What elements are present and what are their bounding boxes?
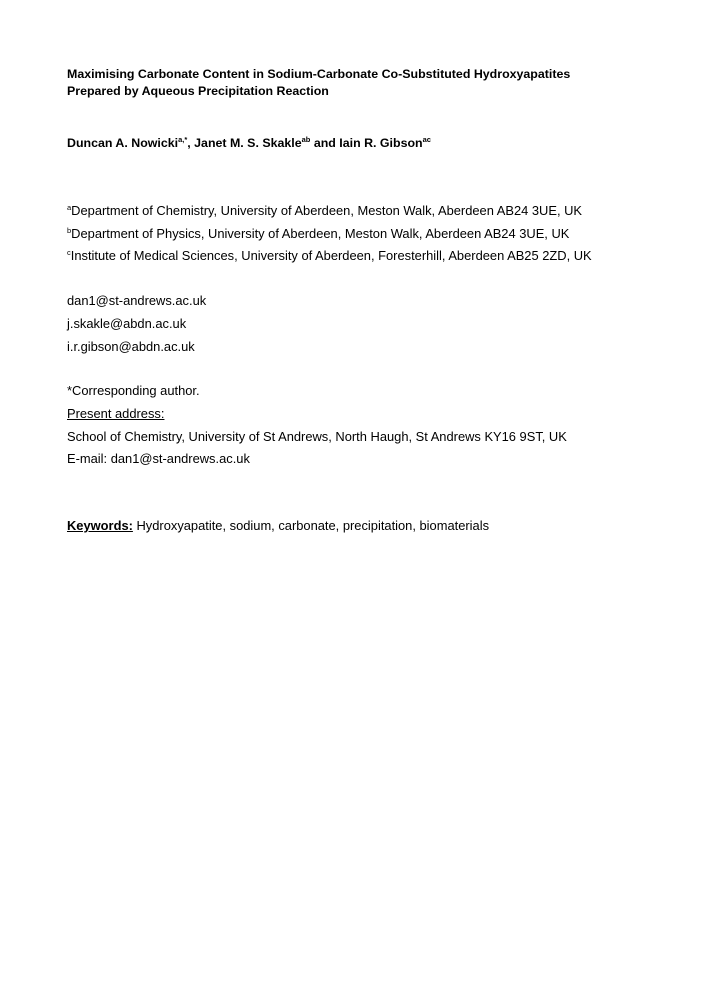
- email-address[interactable]: i.r.gibson@abdn.ac.uk: [67, 339, 195, 354]
- author-name: Iain R. Gibson: [339, 136, 423, 150]
- affiliation-text: Department of Physics, University of Aberdeen, Meston Walk, Aberdeen AB24 3UE, UK: [71, 226, 570, 241]
- affiliation-mark: c: [67, 248, 71, 257]
- email-address[interactable]: j.skakle@abdn.ac.uk: [67, 316, 187, 331]
- affiliation-b: [67, 225, 569, 242]
- affiliation-mark: a: [67, 203, 72, 212]
- affiliation-c: [67, 247, 592, 264]
- author-list: [67, 135, 431, 152]
- title-line-2: Prepared by Aqueous Precipitation Reaction: [67, 84, 329, 98]
- paper-title: [67, 66, 657, 100]
- affiliation-text: Institute of Medical Sciences, University of Aberdeen, Foresterhill, Aberdeen AB25 2ZD, UK: [70, 248, 592, 263]
- affiliation-mark: b: [67, 226, 72, 235]
- affiliation-text: Department of Chemistry, University of Aberdeen, Meston Walk, Aberdeen AB24 3UE, UK: [71, 203, 583, 218]
- title-line-1: Maximising Carbonate Content in Sodium-Carbonate Co-Substituted Hydroxyapatites: [67, 67, 571, 81]
- affiliation-a: [67, 202, 582, 219]
- author-separator: and: [310, 136, 340, 150]
- keywords-label: Keywords:: [67, 518, 133, 533]
- present-address: School of Chemistry, University of St Andrews, North Haugh, St Andrews KY16 9ST, UK: [67, 429, 567, 444]
- author-affiliation-mark: a,*: [178, 135, 188, 144]
- author-separator: ,: [187, 136, 195, 150]
- author-name: Janet M. S. Skakle: [194, 136, 302, 150]
- author-name: Duncan A. Nowicki: [67, 136, 179, 150]
- corresponding-author-note: *Corresponding author.: [67, 383, 200, 398]
- keywords: [67, 517, 489, 534]
- author-affiliation-mark: ac: [422, 135, 431, 144]
- author-affiliation-mark: ab: [301, 135, 311, 144]
- email-address[interactable]: dan1@st-andrews.ac.uk: [67, 293, 207, 308]
- corresponding-email: E-mail: dan1@st-andrews.ac.uk: [67, 451, 250, 466]
- present-address-label: Present address:: [67, 406, 165, 421]
- keywords-text: Hydroxyapatite, sodium, carbonate, precipitation, biomaterials: [132, 518, 490, 533]
